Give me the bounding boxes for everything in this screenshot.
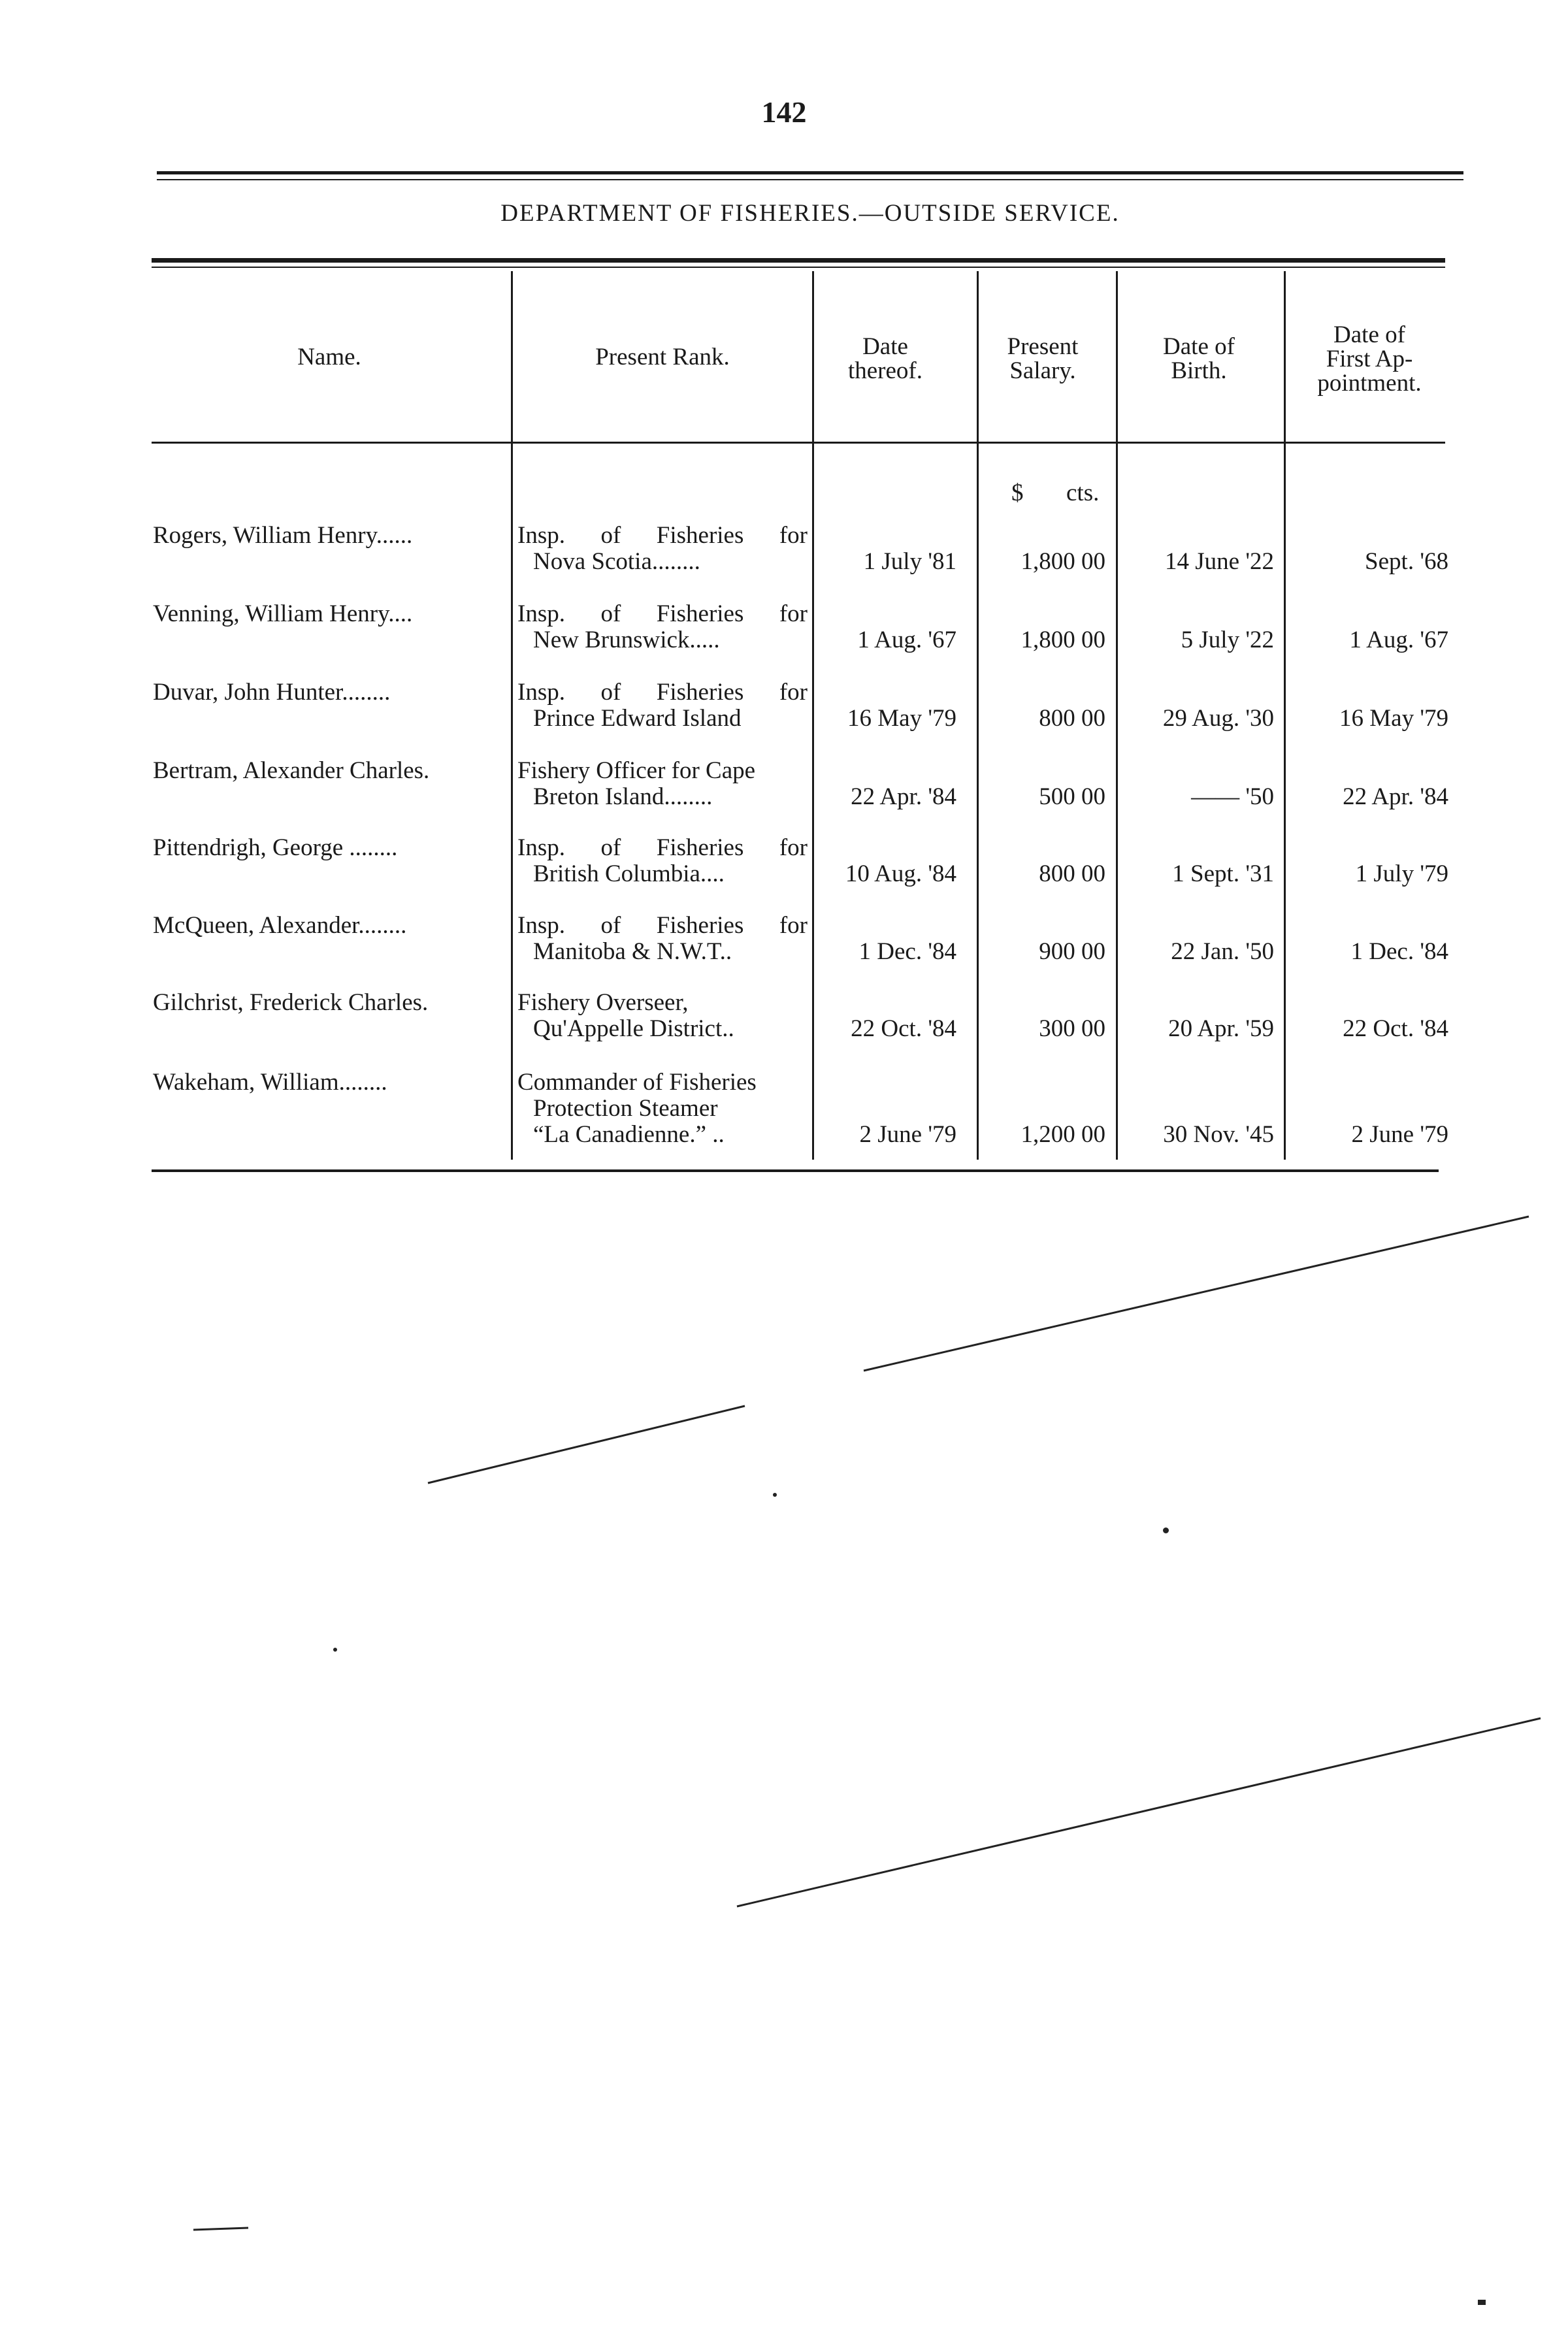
row-name: Duvar, John Hunter........ bbox=[153, 679, 391, 706]
header-date-line: thereof. bbox=[847, 357, 923, 384]
scan-stroke bbox=[864, 1216, 1529, 1371]
row-birth: 20 Apr. '59 bbox=[1168, 1015, 1274, 1042]
row-rank bbox=[517, 523, 808, 575]
row-rank-line: Qu'Appelle District.. bbox=[533, 1015, 734, 1042]
row-first-appointment: 1 Dec. '84 bbox=[1350, 938, 1448, 965]
header-birth bbox=[1124, 335, 1274, 383]
page-number: 142 bbox=[761, 95, 807, 129]
row-rank-line: Insp. of Fisheries for bbox=[517, 834, 808, 861]
table-top-rule-thin bbox=[152, 267, 1445, 268]
column-divider bbox=[1116, 271, 1118, 1160]
header-name: Name. bbox=[297, 344, 361, 370]
column-divider bbox=[511, 271, 513, 1160]
row-salary: 1,800 00 bbox=[1021, 627, 1105, 653]
cents-unit: cts. bbox=[1066, 480, 1100, 506]
header-birth-line: Birth. bbox=[1171, 357, 1227, 384]
row-rank-line: New Brunswick..... bbox=[533, 627, 720, 653]
row-rank bbox=[517, 601, 808, 653]
row-rank-line: Insp. of Fisheries for bbox=[517, 912, 808, 939]
header-rank: Present Rank. bbox=[595, 344, 730, 370]
row-date: 1 Aug. '67 bbox=[857, 627, 956, 653]
row-rank-line: Insp. of Fisheries for bbox=[517, 679, 808, 706]
row-first-appointment: 16 May '79 bbox=[1339, 705, 1448, 732]
page-title: DEPARTMENT OF FISHERIES.—OUTSIDE SERVICE. bbox=[500, 200, 1120, 227]
header-first-line: Date of bbox=[1333, 321, 1405, 348]
row-salary: 800 00 bbox=[1039, 860, 1105, 887]
header-first-appointment bbox=[1290, 323, 1448, 395]
row-birth: 1 Sept. '31 bbox=[1172, 860, 1274, 887]
row-rank-line: Breton Island........ bbox=[533, 783, 713, 810]
row-name: McQueen, Alexander........ bbox=[153, 912, 407, 939]
row-date: 16 May '79 bbox=[847, 705, 956, 732]
row-rank bbox=[517, 679, 808, 732]
row-rank-line: Manitoba & N.W.T.. bbox=[533, 938, 732, 965]
header-first-line: First Ap- bbox=[1326, 346, 1413, 372]
row-date: 10 Aug. '84 bbox=[845, 860, 956, 887]
row-birth: —— '50 bbox=[1191, 783, 1274, 810]
row-rank-line: Commander of Fisheries bbox=[517, 1069, 757, 1096]
header-salary bbox=[980, 335, 1105, 383]
row-rank bbox=[517, 758, 808, 810]
row-name: Pittendrigh, George ........ bbox=[153, 834, 398, 861]
scan-stroke bbox=[737, 1718, 1541, 1906]
header-bottom-rule bbox=[152, 442, 1445, 444]
row-rank bbox=[517, 835, 808, 887]
column-divider bbox=[977, 271, 979, 1160]
row-rank-line: British Columbia.... bbox=[533, 860, 725, 887]
row-salary: 800 00 bbox=[1039, 705, 1105, 732]
row-birth: 30 Nov. '45 bbox=[1163, 1121, 1274, 1148]
row-first-appointment: 1 July '79 bbox=[1355, 860, 1448, 887]
row-date: 1 Dec. '84 bbox=[858, 938, 956, 965]
row-birth: 29 Aug. '30 bbox=[1162, 705, 1274, 732]
table-bottom-rule bbox=[152, 1169, 1439, 1172]
row-rank-line: Insp. of Fisheries for bbox=[517, 522, 808, 549]
row-name: Bertram, Alexander Charles. bbox=[153, 757, 430, 784]
top-rule-thin bbox=[157, 179, 1463, 180]
row-name: Wakeham, William........ bbox=[153, 1069, 387, 1096]
row-salary: 300 00 bbox=[1039, 1015, 1105, 1042]
row-salary: 500 00 bbox=[1039, 783, 1105, 810]
row-rank bbox=[517, 1070, 808, 1148]
row-salary: 1,800 00 bbox=[1021, 548, 1105, 575]
row-rank bbox=[517, 913, 808, 965]
row-rank-line: Fishery Overseer, bbox=[517, 989, 689, 1016]
row-rank-line: Insp. of Fisheries for bbox=[517, 600, 808, 627]
row-rank-line: Prince Edward Island bbox=[533, 705, 742, 732]
row-rank bbox=[517, 990, 808, 1042]
top-rule-thick bbox=[157, 171, 1463, 174]
scan-stroke bbox=[193, 2228, 248, 2230]
speck bbox=[773, 1493, 777, 1497]
row-name: Rogers, William Henry...... bbox=[153, 522, 413, 549]
row-salary: 1,200 00 bbox=[1021, 1121, 1105, 1148]
row-date: 2 June '79 bbox=[859, 1121, 956, 1148]
row-name: Gilchrist, Frederick Charles. bbox=[153, 989, 429, 1016]
table-top-rule bbox=[152, 258, 1445, 263]
row-first-appointment: 1 Aug. '67 bbox=[1349, 627, 1448, 653]
dollars-unit: $ bbox=[1011, 480, 1024, 506]
row-date: 22 Apr. '84 bbox=[851, 783, 956, 810]
row-rank-line: “La Canadienne.” .. bbox=[533, 1121, 725, 1148]
row-birth: 5 July '22 bbox=[1181, 627, 1274, 653]
header-first-line: pointment. bbox=[1317, 370, 1422, 397]
header-date bbox=[814, 335, 956, 383]
speck bbox=[1478, 2300, 1486, 2305]
header-date-line: Date bbox=[862, 333, 908, 360]
row-date: 1 July '81 bbox=[863, 548, 956, 575]
speck bbox=[333, 1648, 337, 1652]
row-first-appointment: 2 June '79 bbox=[1351, 1121, 1448, 1148]
speck bbox=[1163, 1527, 1169, 1533]
row-first-appointment: 22 Apr. '84 bbox=[1343, 783, 1448, 810]
header-salary-line: Present bbox=[1007, 333, 1079, 360]
row-birth: 14 June '22 bbox=[1165, 548, 1274, 575]
row-rank-line: Protection Steamer bbox=[533, 1095, 718, 1122]
scan-stroke bbox=[428, 1406, 745, 1483]
row-first-appointment: Sept. '68 bbox=[1365, 548, 1448, 575]
row-salary: 900 00 bbox=[1039, 938, 1105, 965]
column-divider bbox=[1284, 271, 1286, 1160]
row-birth: 22 Jan. '50 bbox=[1171, 938, 1274, 965]
row-rank-line: Fishery Officer for Cape bbox=[517, 757, 756, 784]
row-first-appointment: 22 Oct. '84 bbox=[1343, 1015, 1448, 1042]
row-rank-line: Nova Scotia........ bbox=[533, 548, 700, 575]
row-name: Venning, William Henry.... bbox=[153, 600, 413, 627]
header-birth-line: Date of bbox=[1163, 333, 1235, 360]
header-salary-line: Salary. bbox=[1009, 357, 1076, 384]
row-date: 22 Oct. '84 bbox=[851, 1015, 956, 1042]
